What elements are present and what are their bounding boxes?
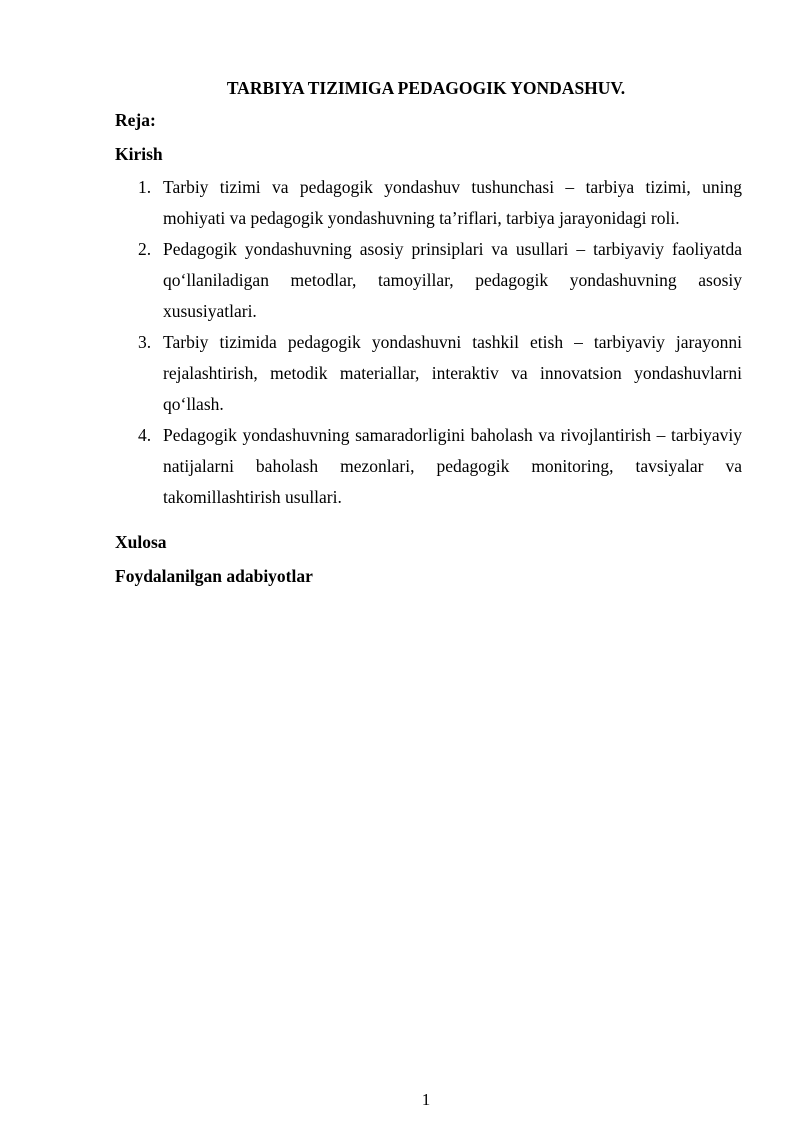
plan-item-text: Pedagogik yondashuvning samaradorligini baholash va rivojlantirish – tarbiyaviy natijalarni baholash mezonlari, pedagogik monitoring, tavsiyalar va takomillashtirish usullari. — [163, 425, 742, 507]
plan-item-text: Tarbiy tizimida pedagogik yondashuvni tashkil etish – tarbiyaviy jarayonni rejalashtirish, metodik materiallar, interaktiv va innovatsion yondashuvlarni qo‘llash. — [163, 332, 742, 414]
plan-item-text: Tarbiy tizimi va pedagogik yondashuv tushunchasi – tarbiya tizimi, uning mohiyati va pedagogik yondashuvning ta’riflari, tarbiya jarayonidagi roli. — [163, 177, 742, 228]
plan-item-2 — [138, 234, 742, 327]
plan-item-1 — [138, 172, 742, 234]
plan-item-text: Pedagogik yondashuvning asosiy prinsiplari va usullari – tarbiyaviy faoliyatda qo‘llaniladigan metodlar, tamoyillar, pedagogik yondashuvning asosiy xususiyatlari. — [163, 239, 742, 321]
plan-item-number: 3. — [138, 332, 152, 352]
conclusion-heading: Xulosa — [115, 532, 167, 552]
plan-item-number: 2. — [138, 239, 152, 259]
plan-item-4 — [138, 420, 742, 513]
plan-item-3 — [138, 327, 742, 420]
plan-item-number: 4. — [138, 425, 152, 445]
plan-item-number: 1. — [138, 177, 152, 197]
plan-list — [138, 172, 742, 513]
plan-heading: Reja: — [115, 110, 156, 130]
page-number: 1 — [421, 1090, 431, 1109]
introduction-heading: Kirish — [115, 144, 163, 164]
document-title: TARBIYA TIZIMIGA PEDAGOGIK YONDASHUV. — [226, 78, 626, 98]
references-heading: Foydalanilgan adabiyotlar — [115, 566, 313, 586]
